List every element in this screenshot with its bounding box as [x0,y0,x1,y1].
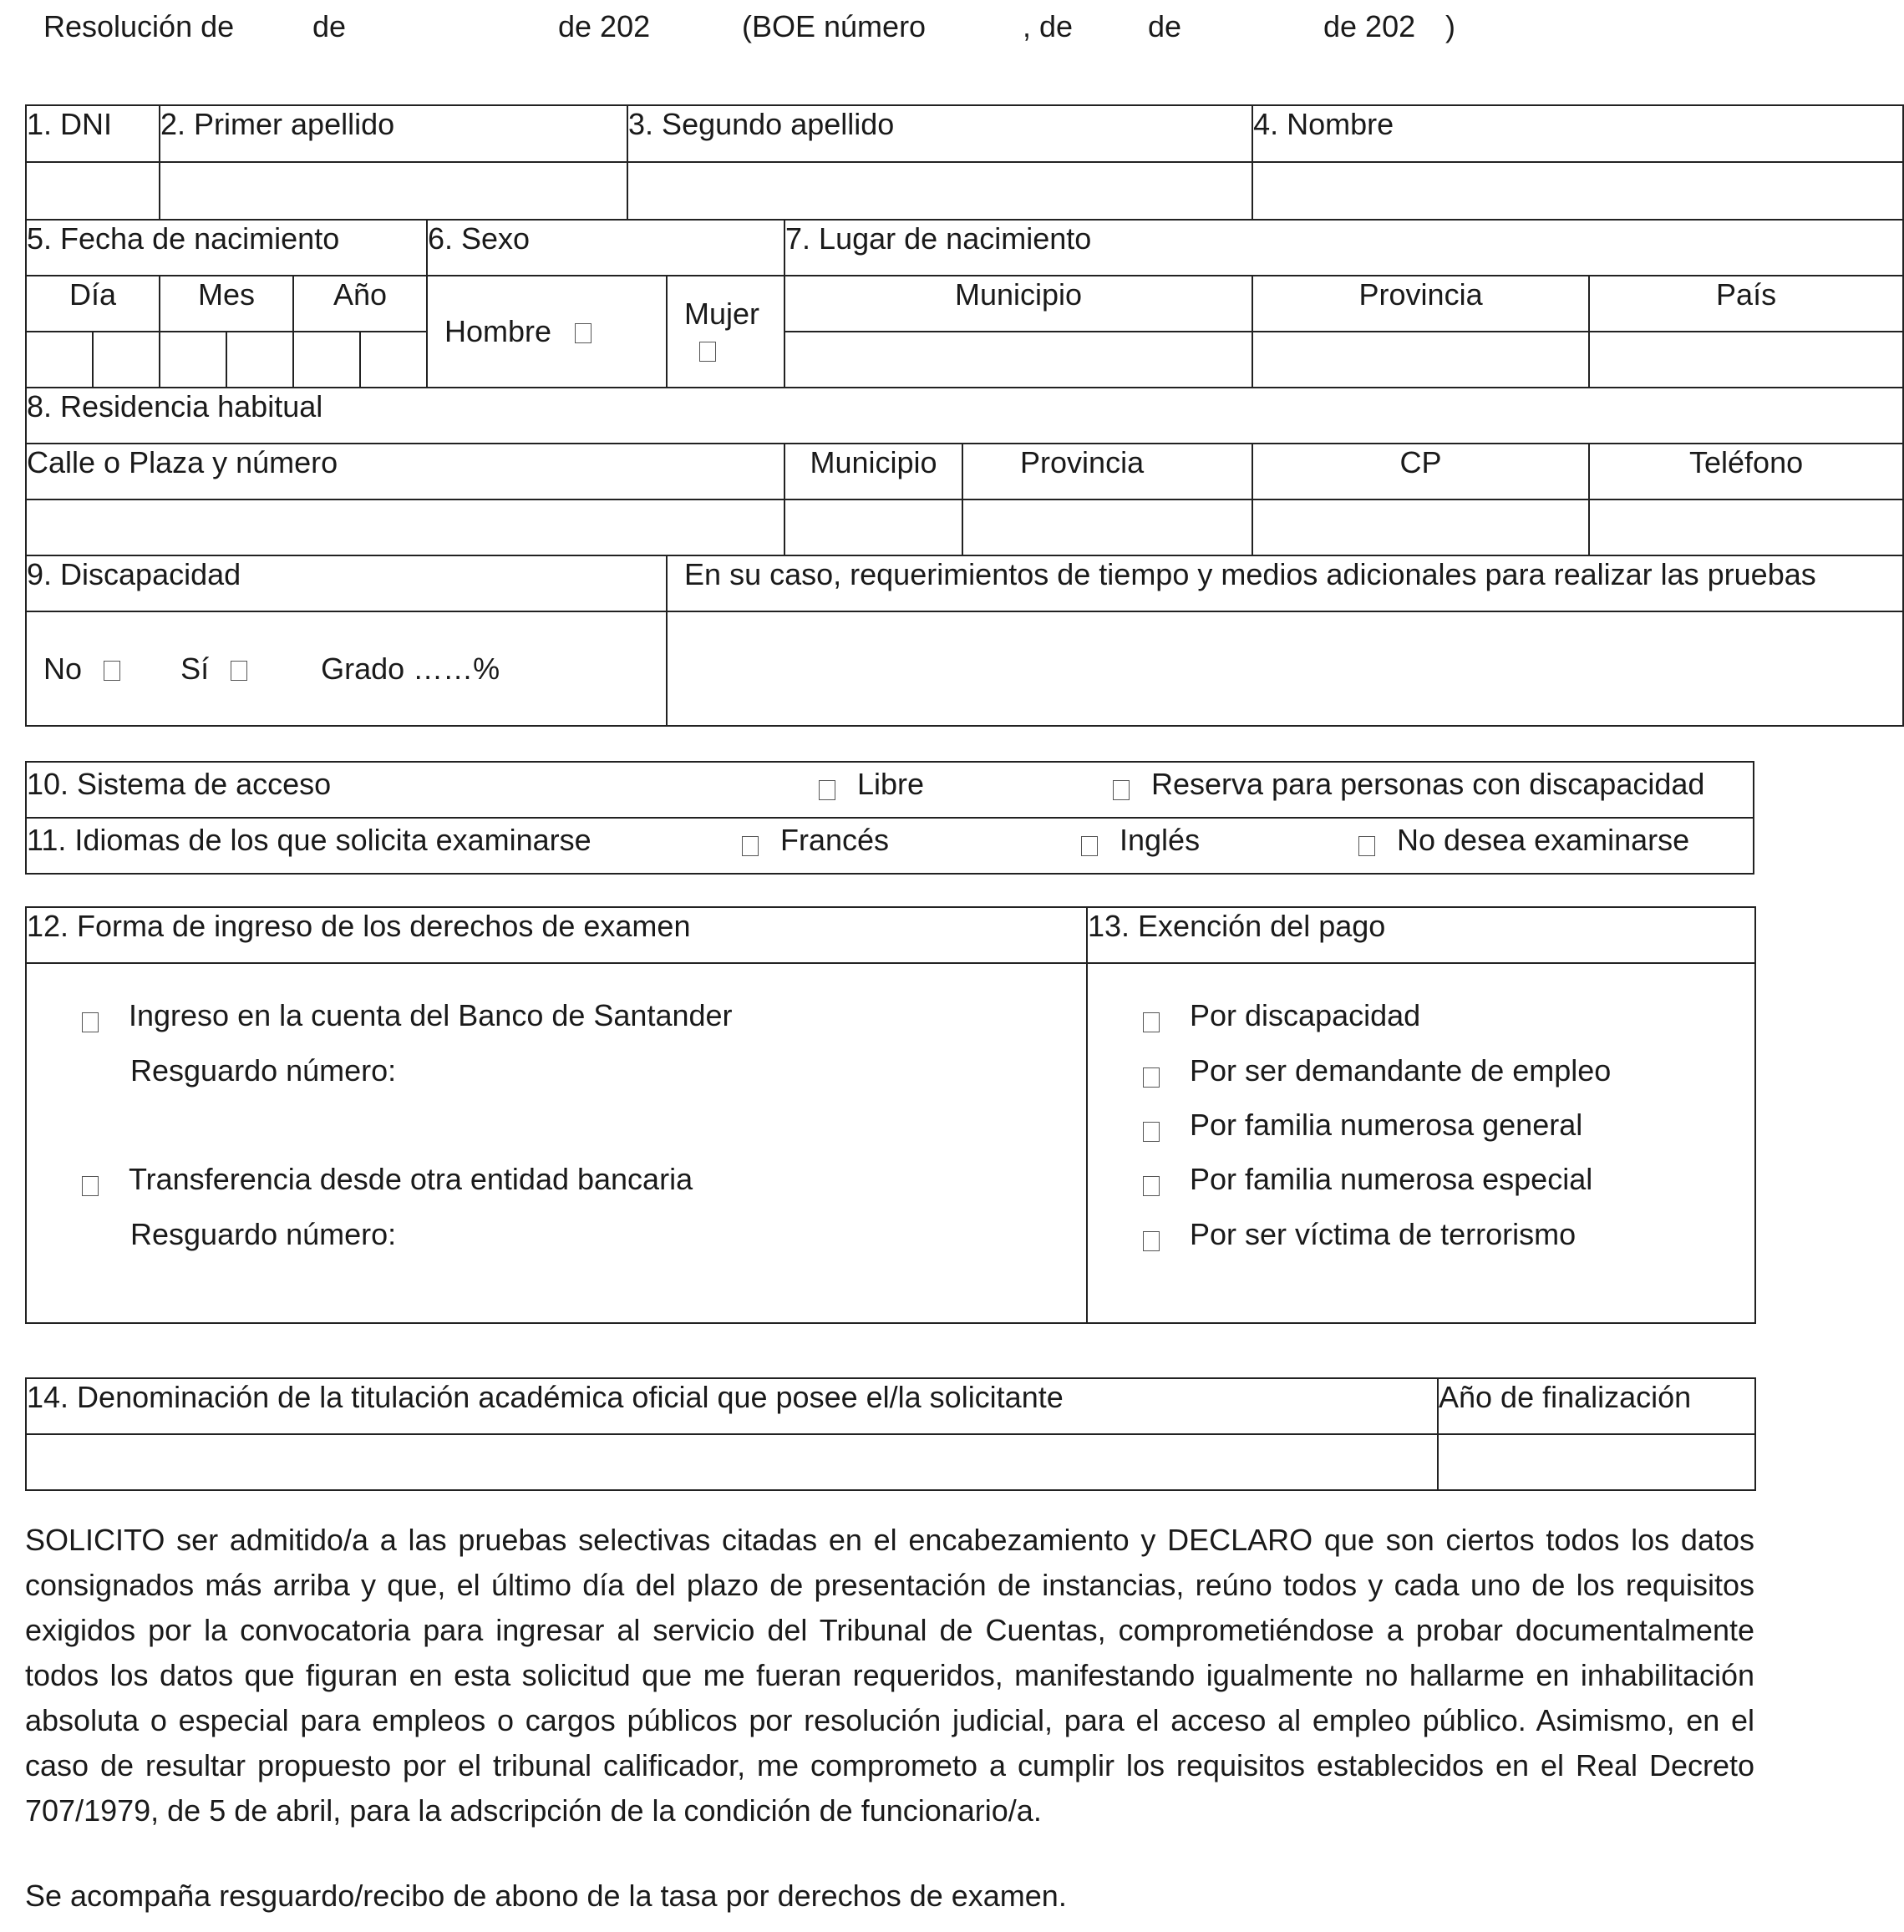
requerimientos-label: En su caso, requerimientos de tiempo y medios adicionales para realizar las pruebas [667,555,1903,611]
header-boe-numero: (BOE número [742,9,927,43]
ingreso-options [26,963,1087,1323]
exencion-familia-general-checkbox[interactable] [1143,1112,1160,1148]
acceso-title: 10. Sistema de acceso [27,767,332,801]
exencion-demandante-checkbox[interactable] [1143,1057,1160,1093]
mes-box-2[interactable] [226,332,293,388]
pago-table [25,906,1756,1324]
exencion-demandante-label: Por ser demandante de empleo [1190,1053,1612,1088]
nombre-label: 4. Nombre [1252,105,1903,162]
nombre-field[interactable] [1252,162,1903,220]
acceso-idiomas-table [25,761,1754,875]
nacimiento-provincia-label: Provincia [1252,276,1589,332]
dni-field[interactable] [26,162,160,220]
anio-label: Año [293,276,427,332]
residencia-municipio-field[interactable] [784,499,962,555]
exencion-familia-general-label: Por familia numerosa general [1190,1108,1583,1142]
exencion-discapacidad-checkbox[interactable] [1143,1002,1160,1038]
sexo-label: 6. Sexo [427,220,784,276]
acceso-reserva-label: Reserva para personas con discapacidad [1151,767,1705,801]
requerimientos-field[interactable] [667,611,1903,726]
dia-box-1[interactable] [26,332,93,388]
discapacidad-no-label: No [43,651,83,686]
fecha-nacimiento-label: 5. Fecha de nacimiento [26,220,427,276]
idioma-no-desea-label: No desea examinarse [1397,823,1690,857]
dia-label: Día [26,276,160,332]
titulacion-anio-label: Año de finalización [1438,1378,1755,1434]
nacimiento-pais-label: País [1589,276,1903,332]
segundo-apellido-label: 3. Segundo apellido [627,105,1252,162]
cp-label: CP [1252,444,1589,499]
mujer-checkbox[interactable] [699,342,716,362]
mujer-label: Mujer [684,296,760,331]
idioma-ingles-label: Inglés [1120,823,1201,857]
discapacidad-options [26,611,667,726]
calle-field[interactable] [26,499,784,555]
nacimiento-pais-field[interactable] [1589,332,1903,388]
header-coma-de: , de [1023,9,1074,43]
personal-data-table [25,104,1904,727]
acceso-libre-checkbox[interactable] [819,770,835,806]
mujer-option[interactable] [667,276,784,388]
ingreso-banco-label: Ingreso en la cuenta del Banco de Santander [129,998,733,1032]
telefono-label: Teléfono [1589,444,1903,499]
solicito-paragraph: SOLICITO ser admitido/a a las pruebas selectivas citadas en el encabezamiento y DECLARO que son ciertos todos los datos consignados más arriba y que, el último día del plazo de presentación de instancias, reúno todos y cada uno de los requisitos exigidos por la convocatoria para ingresar al servicio del Tribunal de Cuentas, comprometiéndose a probar documentalmente todos los datos que figuran en esta solicitud que me fueran requeridos, manifestando igualmente no hallarme en inhabilitación absoluta o especial para empleos o cargos públicos por resolución judicial, para el acceso al empleo público. Asimismo, en el caso de resultar propuesto por el tribunal calificador, me comprometo a cumplir los requisitos establecidos en el Real Decreto 707/1979, de 5 de abril, para la adscripción de la condición de funcionario/a. [25,1523,1754,1828]
acceso-reserva-checkbox[interactable] [1113,770,1130,806]
ingreso-banco-checkbox[interactable] [82,1002,99,1038]
exencion-terrorismo-checkbox[interactable] [1143,1221,1160,1257]
header-resolucion: Resolución de [43,9,235,43]
ingreso-transferencia-checkbox[interactable] [82,1166,99,1202]
discapacidad-title: 9. Discapacidad [26,555,667,611]
titulacion-field[interactable] [26,1434,1438,1490]
dia-box-2[interactable] [93,332,160,388]
ingreso-resguardo-1-label: Resguardo número: [130,1053,397,1088]
mes-box-1[interactable] [160,332,226,388]
titulacion-title: 14. Denominación de la titulación académica oficial que posee el/la solicitante [26,1378,1438,1434]
segundo-apellido-field[interactable] [627,162,1252,220]
dni-label: 1. DNI [26,105,160,162]
acompana-text: Se acompaña resguardo/recibo de abono de la tasa por derechos de examen. [25,1879,1067,1913]
discapacidad-no-checkbox[interactable] [104,661,120,681]
idioma-ingles-checkbox[interactable] [1081,826,1098,862]
titulacion-table [25,1377,1756,1491]
hombre-label: Hombre [444,314,552,349]
mes-label: Mes [160,276,293,332]
acceso-libre-label: Libre [857,767,925,801]
exencion-terrorismo-label: Por ser víctima de terrorismo [1190,1217,1577,1251]
calle-label: Calle o Plaza y número [26,444,784,499]
ingreso-title: 12. Forma de ingreso de los derechos de examen [26,907,1087,963]
header-close-paren: ) [1445,9,1455,43]
discapacidad-grado-label: Grado ……% [321,651,500,686]
anio-box-1[interactable] [293,332,360,388]
primer-apellido-label: 2. Primer apellido [160,105,627,162]
header-de-2: de [1148,9,1182,43]
residencia-title: 8. Residencia habitual [26,388,1903,444]
idiomas-row [26,818,1754,874]
nacimiento-municipio-label: Municipio [784,276,1252,332]
cp-field[interactable] [1252,499,1589,555]
hombre-option[interactable] [427,276,667,388]
discapacidad-si-label: Sí [180,651,210,686]
hombre-checkbox[interactable] [575,323,592,343]
nacimiento-municipio-field[interactable] [784,332,1252,388]
idioma-no-desea-checkbox[interactable] [1358,826,1375,862]
residencia-provincia-field[interactable] [962,499,1252,555]
residencia-provincia-label: Provincia [962,444,1252,499]
titulacion-anio-field[interactable] [1438,1434,1755,1490]
exencion-familia-especial-checkbox[interactable] [1143,1166,1160,1202]
exencion-familia-especial-label: Por familia numerosa especial [1190,1162,1593,1196]
exencion-discapacidad-label: Por discapacidad [1190,998,1421,1032]
exencion-title: 13. Exención del pago [1087,907,1755,963]
idioma-frances-checkbox[interactable] [742,826,759,862]
exencion-options [1087,963,1755,1323]
anio-box-2[interactable] [360,332,427,388]
telefono-field[interactable] [1589,499,1903,555]
header-de-202-2: de 202 [1323,9,1416,43]
acceso-row [26,762,1754,818]
header-de-1: de [312,9,347,43]
ingreso-transferencia-label: Transferencia desde otra entidad bancaria [129,1162,693,1196]
discapacidad-si-checkbox[interactable] [231,661,247,681]
idiomas-title: 11. Idiomas de los que solicita examinarse [27,823,592,857]
primer-apellido-field[interactable] [160,162,627,220]
residencia-municipio-label: Municipio [784,444,962,499]
header-de-202-1: de 202 [558,9,651,43]
idioma-frances-label: Francés [780,823,890,857]
nacimiento-provincia-field[interactable] [1252,332,1589,388]
ingreso-resguardo-2-label: Resguardo número: [130,1217,397,1251]
lugar-nacimiento-label: 7. Lugar de nacimiento [784,220,1903,276]
